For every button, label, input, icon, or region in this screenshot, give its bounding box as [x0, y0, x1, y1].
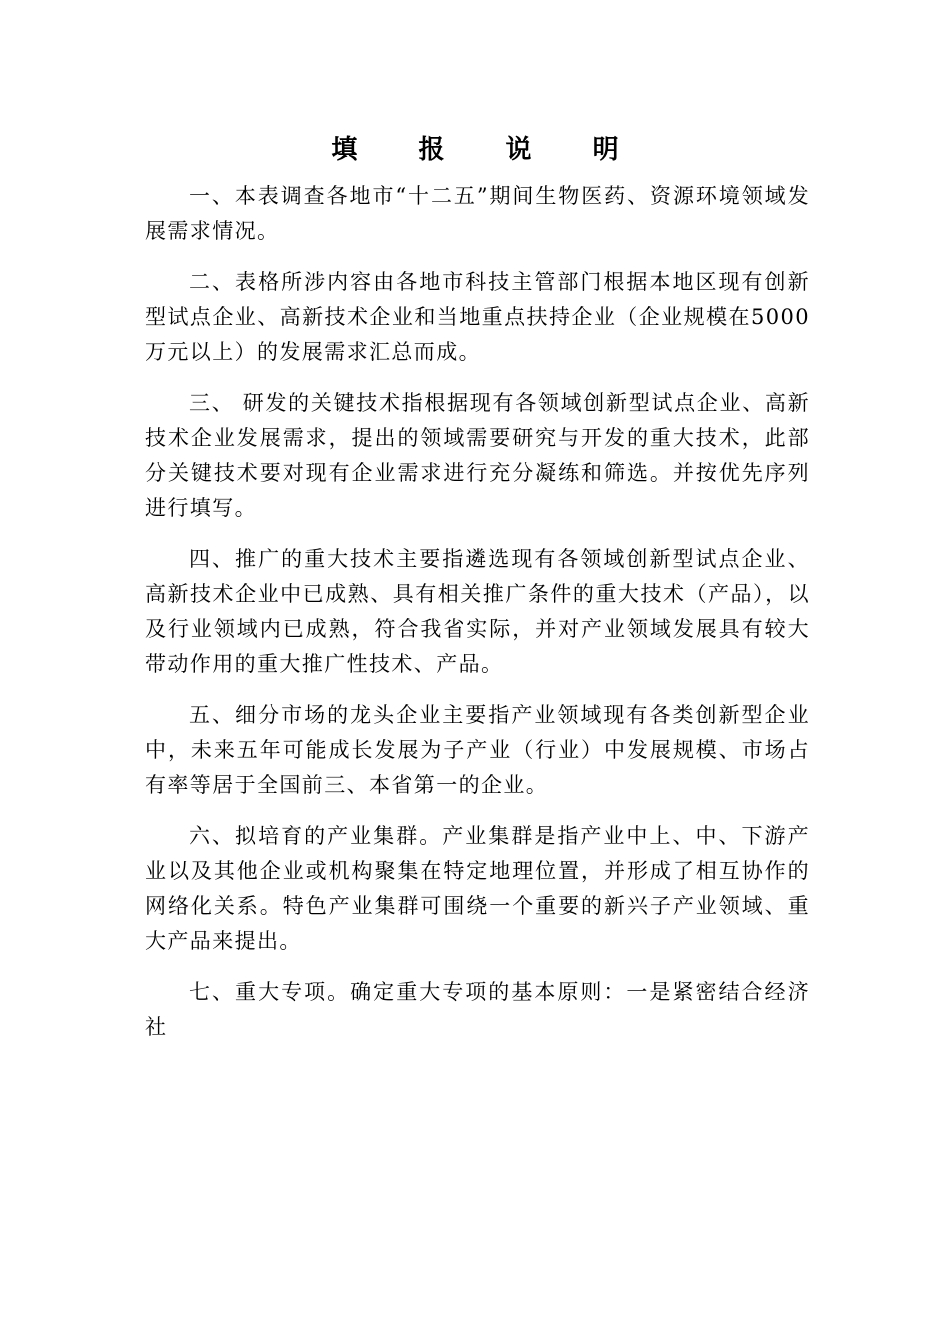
paragraph-3: 三、 研发的关键技术指根据现有各领域创新型试点企业、高新技术企业发展需求，提出的领域需要研究与开发的重大技术，此部分关键技术要对现有企业需求进行充分凝练和筛选。并按优先序列进行填写。	[145, 391, 810, 520]
paragraph-6: 六、拟培育的产业集群。产业集群是指产业中上、中、下游产业以及其他企业或机构聚集在特定地理位置，并形成了相互协作的网络化关系。特色产业集群可围绕一个重要的新兴子产业领域、重大产品来提出。	[145, 824, 810, 953]
paragraph-4: 四、推广的重大技术主要指遴选现有各领域创新型试点企业、高新技术企业中已成熟、具有相关推广条件的重大技术（产品），以及行业领域内已成熟，符合我省实际，并对产业领域发展具有较大带动作用的重大推广性技术、产品。	[145, 547, 810, 676]
document-body	[145, 179, 810, 1061]
document-title: 填 报 说 明	[331, 135, 645, 165]
paragraph-2: 二、表格所涉内容由各地市科技主管部门根据本地区现有创新型试点企业、高新技术企业和当地重点扶持企业（企业规模在5000万元以上）的发展需求汇总而成。	[145, 270, 810, 364]
paragraph-7: 七、重大专项。确定重大专项的基本原则：一是紧密结合经济社	[145, 980, 810, 1039]
paragraph-1: 一、本表调查各地市“十二五”期间生物医药、资源环境领域发展需求情况。	[145, 184, 810, 243]
paragraph-5: 五、细分市场的龙头企业主要指产业领域现有各类创新型企业中，未来五年可能成长发展为子产业（行业）中发展规模、市场占有率等居于全国前三、本省第一的企业。	[145, 703, 810, 797]
